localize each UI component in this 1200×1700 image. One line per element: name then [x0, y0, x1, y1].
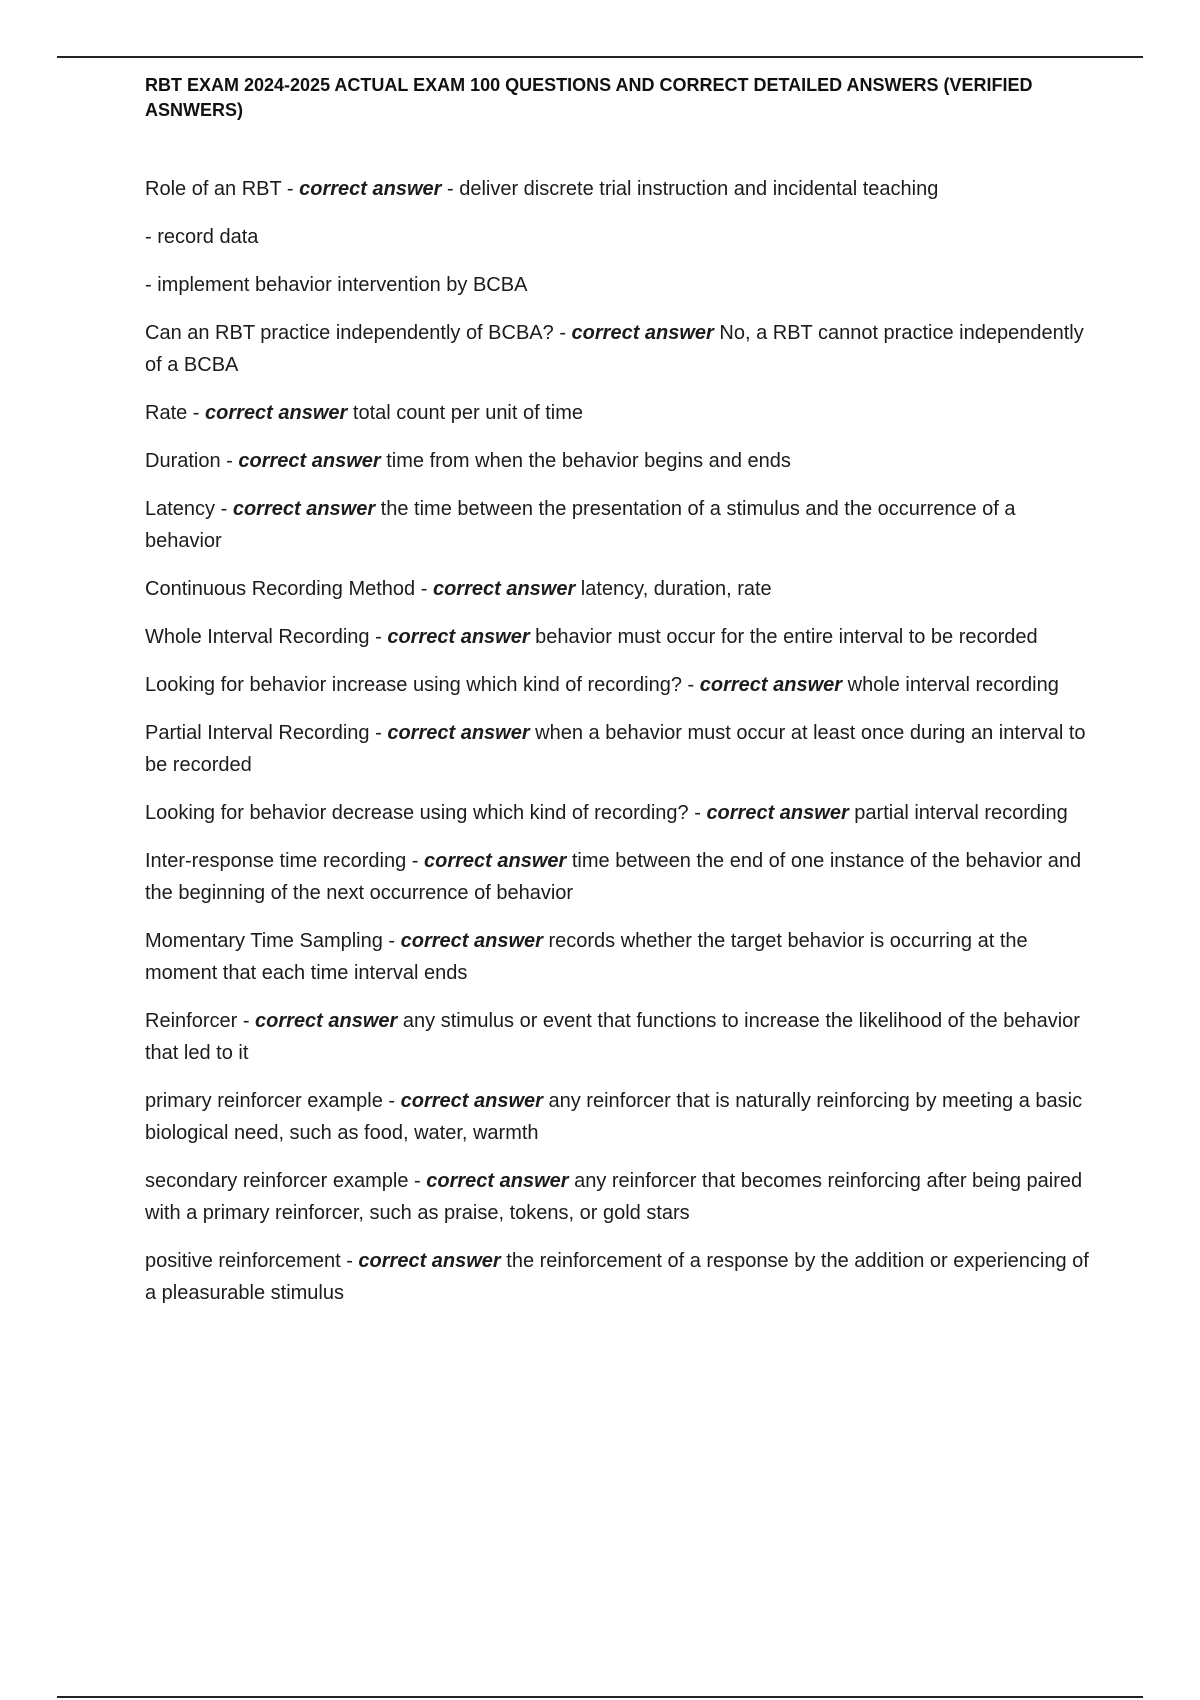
bottom-rule	[57, 1696, 1143, 1698]
entry-answer: the reinforcement of a response by the addition or experiencing of a pleasurable stimulus	[145, 1250, 1089, 1304]
entry-answer: records whether the target behavior is occurring at the moment that each time interval ends	[145, 930, 1028, 984]
entry-answer: any stimulus or event that functions to increase the likelihood of the behavior that led to it	[145, 1010, 1080, 1064]
entry-answer: any reinforcer that becomes reinforcing after being paired with a primary reinforcer, such as praise, tokens, or gold stars	[145, 1170, 1083, 1224]
answer-label: correct answer	[255, 1010, 398, 1032]
entry-answer: any reinforcer that is naturally reinforcing by meeting a basic biological need, such as food, water, warmth	[145, 1090, 1083, 1144]
entry-answer: the time between the presentation of a stimulus and the occurrence of a behavior	[145, 498, 1016, 552]
answer-label: correct answer	[400, 930, 543, 952]
entry-question: secondary reinforcer example -	[145, 1170, 427, 1192]
qa-entry	[145, 397, 1090, 429]
entry-question: Can an RBT practice independently of BCBA? -	[145, 322, 572, 344]
entry-answer: time from when the behavior begins and ends	[380, 450, 791, 472]
answer-label: correct answer	[424, 850, 567, 872]
answer-label: correct answer	[400, 1090, 543, 1112]
entry-answer: partial interval recording	[848, 802, 1068, 824]
entry-question: Inter-response time recording -	[145, 850, 425, 872]
entry-question: positive reinforcement -	[145, 1250, 359, 1272]
qa-entry	[145, 573, 1090, 605]
entry-question: primary reinforcer example -	[145, 1090, 401, 1112]
qa-entry	[145, 493, 1090, 557]
entry-question: Role of an RBT -	[145, 178, 300, 200]
entry-answer: No, a RBT cannot practice independently of a BCBA	[145, 322, 1084, 376]
qa-entry	[145, 1085, 1090, 1149]
qa-entry	[145, 1245, 1090, 1309]
entry-question: Duration -	[145, 450, 239, 472]
answer-label: correct answer	[299, 178, 442, 200]
answer-label: correct answer	[706, 802, 849, 824]
entry-answer: when a behavior must occur at least once during an interval to be recorded	[145, 722, 1086, 776]
entry-answer: time between the end of one instance of the behavior and the beginning of the next occurrence of behavior	[145, 850, 1082, 904]
answer-label: correct answer	[387, 626, 530, 648]
answer-label: correct answer	[426, 1170, 569, 1192]
entry-answer: total count per unit of time	[347, 402, 584, 424]
qa-entry	[145, 925, 1090, 989]
qa-entry	[145, 445, 1090, 477]
qa-entry	[145, 1165, 1090, 1229]
continuation-line: - record data	[145, 226, 259, 248]
qa-entry	[145, 173, 1090, 205]
entry-question: Partial Interval Recording -	[145, 722, 388, 744]
entry-question: Looking for behavior increase using which kind of recording? -	[145, 674, 700, 696]
qa-entry	[145, 797, 1090, 829]
continuation-line: - implement behavior intervention by BCBA	[145, 274, 528, 296]
answer-label: correct answer	[432, 578, 576, 600]
answer-label: correct answer	[205, 402, 348, 424]
qa-entry	[145, 1005, 1090, 1069]
entry-answer: whole interval recording	[842, 674, 1059, 696]
document-body	[145, 73, 1090, 1325]
entry-question: Momentary Time Sampling -	[145, 930, 401, 952]
qa-entry	[145, 317, 1090, 381]
answer-label: correct answer	[232, 498, 376, 520]
entry-question: Looking for behavior decrease using which kind of recording? -	[145, 802, 707, 824]
entry-question: Reinforcer -	[145, 1010, 256, 1032]
answer-label: correct answer	[238, 450, 381, 472]
qa-entry	[145, 621, 1090, 653]
qa-entry	[145, 717, 1090, 781]
answer-label: correct answer	[387, 722, 530, 744]
answer-label: correct answer	[358, 1250, 501, 1272]
entry-question: Rate -	[145, 402, 206, 424]
qa-entry	[145, 845, 1090, 909]
document-title: RBT EXAM 2024-2025 ACTUAL EXAM 100 QUESTIONS AND CORRECT DETAILED ANSWERS (VERIFIED ASNWERS)	[145, 75, 1033, 120]
entry-question: Whole Interval Recording -	[145, 626, 388, 648]
entry-question: Latency -	[145, 498, 233, 520]
entry-answer: - deliver discrete trial instruction and incidental teaching	[441, 178, 939, 200]
qa-entry	[145, 669, 1090, 701]
top-rule	[57, 56, 1143, 58]
answer-label: correct answer	[571, 322, 714, 344]
entry-answer: behavior must occur for the entire interval to be recorded	[529, 626, 1038, 648]
entry-answer: latency, duration, rate	[575, 578, 772, 600]
entry-question: Continuous Recording Method -	[145, 578, 433, 600]
answer-label: correct answer	[699, 674, 843, 696]
